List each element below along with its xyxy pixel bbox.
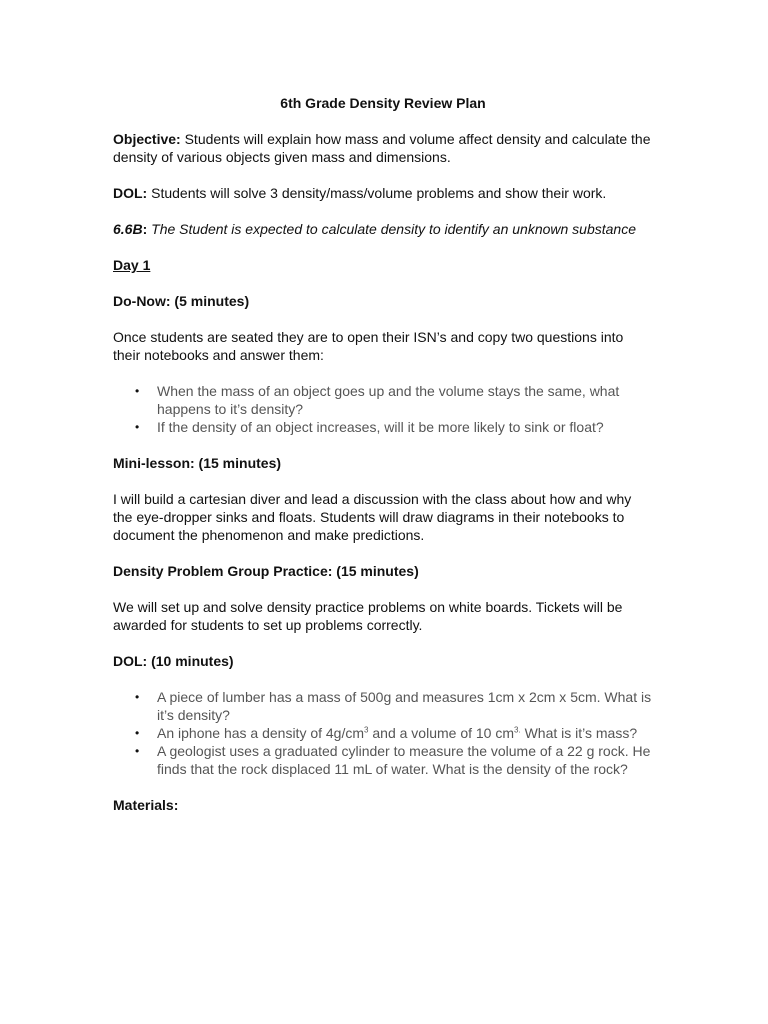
do-now-text: Once students are seated they are to open their ISN’s and copy two questions into their notebooks and answer them: — [113, 329, 624, 363]
dol-problem-2-part-1: An iphone has a density of 4g/cm — [157, 725, 365, 741]
do-now-question-list — [113, 382, 653, 436]
bullet-icon: • — [135, 690, 140, 704]
dol-heading: DOL: (10 minutes) — [113, 653, 234, 669]
dol-problem-2-part-3: What is it’s mass? — [520, 725, 638, 741]
dol-problem-2-part-2: and a volume of 10 cm — [368, 725, 515, 741]
bullet-icon: • — [135, 384, 140, 398]
day-heading: Day 1 — [113, 257, 151, 273]
mini-lesson-heading: Mini-lesson: (15 minutes) — [113, 455, 282, 471]
list-item — [135, 688, 653, 724]
dol-problem-3: A geologist uses a graduated cylinder to measure the volume of a 22 g rock. He finds that the rock displaced 11 mL of water. What is the density of the rock? — [157, 743, 651, 777]
objective-text: Students will explain how mass and volume affect density and calculate the density of various objects given mass and dimensions. — [113, 131, 651, 165]
lesson-plan-document — [113, 94, 653, 832]
standard-paragraph — [113, 220, 653, 238]
dol-problem-2 — [157, 725, 637, 741]
objective-label: Objective: — [113, 131, 181, 147]
group-practice-heading: Density Problem Group Practice: (15 minutes) — [113, 563, 419, 579]
materials-heading: Materials: — [113, 797, 179, 813]
dol-intro-paragraph — [113, 184, 653, 202]
dol-intro-label: DOL: — [113, 185, 148, 201]
do-now-question-1: When the mass of an object goes up and the volume stays the same, what happens to it’s density? — [157, 383, 620, 417]
list-item — [135, 382, 653, 418]
objective-paragraph — [113, 130, 653, 166]
dol-problem-1: A piece of lumber has a mass of 500g and measures 1cm x 2cm x 5cm. What is it’s density? — [157, 689, 652, 723]
dol-intro-text: Students will solve 3 density/mass/volume problems and show their work. — [147, 185, 607, 201]
dol-problem-2-superscript-2: 3. — [514, 725, 521, 735]
dol-problem-list — [113, 688, 653, 778]
bullet-icon: • — [135, 726, 140, 740]
bullet-icon: • — [135, 744, 140, 758]
standard-colon: : — [142, 221, 148, 237]
bullet-icon: • — [135, 420, 140, 434]
group-practice-text: We will set up and solve density practice problems on white boards. Tickets will be awarded for students to set up problems correctly. — [113, 599, 623, 633]
do-now-question-2: If the density of an object increases, will it be more likely to sink or float? — [157, 419, 604, 435]
mini-lesson-text: I will build a cartesian diver and lead a discussion with the class about how and why the eye-dropper sinks and floats. Students will draw diagrams in their notebooks to document the phenomenon and make predictions. — [113, 491, 632, 543]
dol-problem-2-superscript-1: 3 — [364, 725, 369, 735]
list-item — [135, 742, 653, 778]
standard-text: The Student is expected to calculate density to identify an unknown substance — [147, 221, 636, 237]
list-item — [135, 418, 653, 436]
document-title: 6th Grade Density Review Plan — [280, 95, 486, 111]
list-item — [135, 724, 653, 742]
standard-label: 6.6B — [113, 221, 143, 237]
do-now-heading: Do-Now: (5 minutes) — [113, 293, 250, 309]
